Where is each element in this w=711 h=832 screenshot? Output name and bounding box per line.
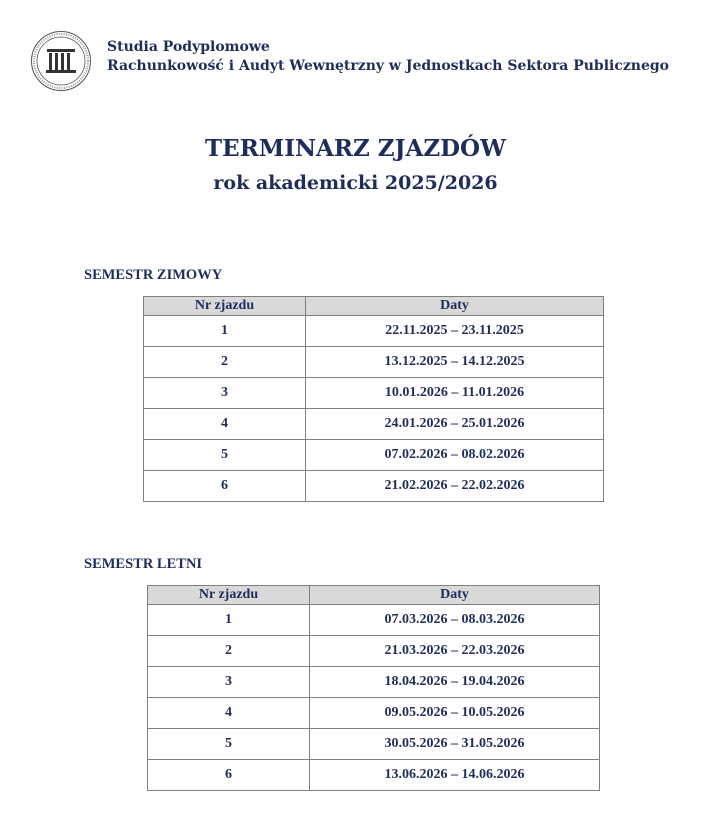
university-logo-icon — [30, 30, 92, 92]
page-title: TERMINARZ ZJAZDÓW — [205, 135, 506, 162]
header-line-1: Studia Podyplomowe — [107, 39, 270, 55]
session-number: 3 — [144, 378, 306, 409]
column-header-dates: Daty — [306, 297, 604, 316]
session-dates: 07.03.2026 – 08.03.2026 — [310, 605, 600, 636]
column-header-dates: Daty — [310, 586, 600, 605]
session-number: 2 — [148, 636, 310, 667]
table-header-row — [148, 586, 600, 605]
session-number: 1 — [148, 605, 310, 636]
summer-semester-heading: SEMESTR LETNI — [84, 556, 203, 572]
program-header — [107, 38, 669, 76]
table-header-row — [144, 297, 604, 316]
session-dates: 22.11.2025 – 23.11.2025 — [306, 316, 604, 347]
session-number: 3 — [148, 667, 310, 698]
session-number: 2 — [144, 347, 306, 378]
table-row — [148, 636, 600, 667]
column-header-nr: Nr zjazdu — [148, 586, 310, 605]
session-number: 6 — [144, 471, 306, 502]
winter-semester-heading: SEMESTR ZIMOWY — [84, 267, 223, 283]
table-row — [144, 440, 604, 471]
session-number: 5 — [144, 440, 306, 471]
winter-schedule-table — [143, 296, 604, 502]
session-number: 5 — [148, 729, 310, 760]
table-row — [148, 729, 600, 760]
table-row — [148, 667, 600, 698]
table-row — [144, 409, 604, 440]
table-row — [144, 471, 604, 502]
table-row — [148, 698, 600, 729]
session-dates: 10.01.2026 – 11.01.2026 — [306, 378, 604, 409]
session-dates: 21.02.2026 – 22.02.2026 — [306, 471, 604, 502]
table-row — [144, 378, 604, 409]
table-row — [148, 760, 600, 791]
session-number: 4 — [148, 698, 310, 729]
summer-schedule-table — [147, 585, 600, 791]
session-dates: 24.01.2026 – 25.01.2026 — [306, 409, 604, 440]
column-header-nr: Nr zjazdu — [144, 297, 306, 316]
session-number: 4 — [144, 409, 306, 440]
table-row — [144, 347, 604, 378]
session-dates: 13.06.2026 – 14.06.2026 — [310, 760, 600, 791]
header-line-2: Rachunkowość i Audyt Wewnętrzny w Jednostkach Sektora Publicznego — [107, 58, 670, 74]
session-number: 1 — [144, 316, 306, 347]
session-dates: 09.05.2026 – 10.05.2026 — [310, 698, 600, 729]
session-number: 6 — [148, 760, 310, 791]
session-dates: 18.04.2026 – 19.04.2026 — [310, 667, 600, 698]
session-dates: 30.05.2026 – 31.05.2026 — [310, 729, 600, 760]
page-subtitle: rok akademicki 2025/2026 — [213, 172, 498, 194]
table-row — [144, 316, 604, 347]
table-row — [148, 605, 600, 636]
session-dates: 13.12.2025 – 14.12.2025 — [306, 347, 604, 378]
session-dates: 07.02.2026 – 08.02.2026 — [306, 440, 604, 471]
session-dates: 21.03.2026 – 22.03.2026 — [310, 636, 600, 667]
